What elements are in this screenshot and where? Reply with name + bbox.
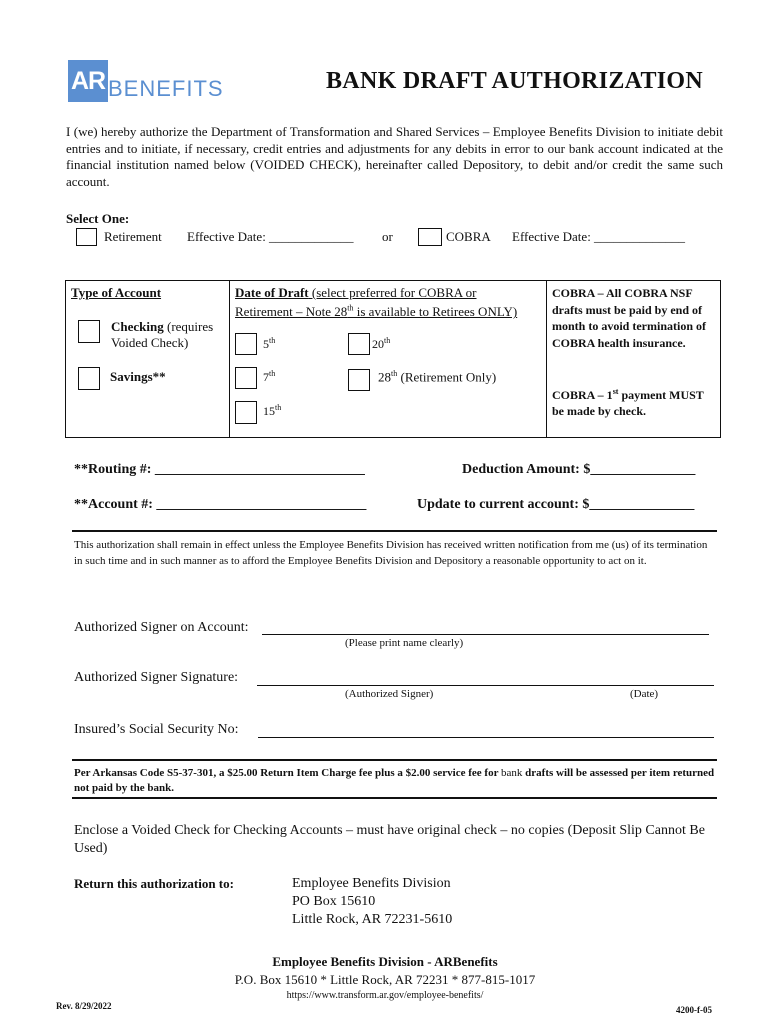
effective-date-field-1[interactable]: Effective Date: _____________ [187,229,354,244]
divider [72,759,717,761]
return-address-line: Little Rock, AR 72231-5610 [292,912,453,927]
or-label: or [382,229,393,244]
type-of-account-header: Type of Account [71,285,162,300]
return-address-line: Employee Benefits Division [292,876,451,891]
day-15-checkbox[interactable] [235,401,257,424]
deduction-amount-field[interactable]: Deduction Amount: $_______________ [462,462,696,477]
return-address-line: PO Box 15610 [292,894,376,909]
logo-ar-mark: AR [68,60,108,102]
cobra-nsf-note: COBRA – All COBRA NSF drafts must be paid by end of month to avoid termination of COBRA health insurance. [552,286,706,350]
day-7-label: 7th [263,369,276,384]
date-hint: (Date) [630,688,659,700]
table-divider [546,281,547,437]
day-20-checkbox[interactable] [348,333,370,355]
ssn-line[interactable] [258,737,714,738]
day-28-checkbox[interactable] [348,369,370,391]
revision-date: Rev. 8/29/2022 [56,1001,112,1011]
savings-label: Savings** [110,369,166,384]
cobra-checkbox[interactable] [418,228,442,246]
day-20-label: 20th [372,336,391,351]
form-number: 4200-f-05 [676,1005,712,1015]
signer-name-label: Authorized Signer on Account: [74,620,249,635]
footer-url[interactable]: https://www.transform.ar.gov/employee-benefits/ [286,990,484,1001]
ssn-label: Insured’s Social Security No: [74,722,239,737]
day-7-checkbox[interactable] [235,367,257,389]
fee-notice: Per Arkansas Code S5-37-301, a $25.00 Return Item Charge fee plus a $2.00 service fee for bank drafts will be assessed per item returned not paid by the bank. [74,767,715,794]
logo-benefits-text: BENEFITS [108,76,224,101]
signature-line[interactable] [257,685,714,686]
checking-checkbox[interactable] [78,320,100,343]
authorization-note: This authorization shall remain in effect unless the Employee Benefits Division has received written notification from me (us) of its termination in such time and in such manner as to afford the Employee Benefits Division and Depository a reasonable opportunity to act on it. [74,539,708,567]
page-title: BANK DRAFT AUTHORIZATION [326,68,704,94]
return-label: Return this authorization to: [74,876,234,891]
day-28-label: 28th (Retirement Only) [378,369,497,385]
divider [72,530,717,532]
day-5-label: 5th [263,336,276,351]
cobra-label: COBRA [446,229,491,244]
enclose-note: Enclose a Voided Check for Checking Accounts – must have original check – no copies (Deposit Slip Cannot Be Used) [74,823,705,856]
return-address [292,875,452,929]
divider [72,797,717,799]
footer-title: Employee Benefits Division - ARBenefits [272,954,498,969]
signer-name-line[interactable] [262,634,709,635]
cobra-first-payment-note: COBRA – 1st payment MUST be made by check. [552,387,704,418]
update-amount-field[interactable]: Update to current account: $_______________ [417,497,695,512]
footer-address: P.O. Box 15610 * Little Rock, AR 72231 * 877-815-1017 [234,972,536,987]
day-15-label: 15th [263,403,282,418]
intro-paragraph: I (we) hereby authorize the Department of Transformation and Shared Services – Employee Benefits Division to initiate debit entries and to initiate, if necessary, credit entries and adjustments for any debits in error to our bank account indicated at the financial institution named below (VOIDED CHECK), hereinafter called Depository, to debit and/or credit the same such account. [66,124,723,189]
day-5-checkbox[interactable] [235,333,257,355]
select-one-label: Select One: [66,211,130,226]
table-divider [229,281,230,437]
retirement-checkbox[interactable] [76,228,97,246]
savings-checkbox[interactable] [78,367,100,390]
signer-name-hint: (Please print name clearly) [345,637,464,649]
effective-date-field-2[interactable]: Effective Date: ______________ [512,229,686,244]
retirement-label: Retirement [104,229,162,244]
signature-hint: (Authorized Signer) [345,688,434,700]
checking-label: Checking (requires Voided Check) [111,319,214,350]
account-number-field[interactable]: **Account #: ______________________________ [74,497,367,512]
signature-label: Authorized Signer Signature: [74,670,239,685]
routing-number-field[interactable]: **Routing #: ______________________________ [74,462,365,477]
date-of-draft-header: Date of Draft (select preferred for COBRA or Retirement – Note 28th is available to Retirees ONLY) [235,285,518,320]
